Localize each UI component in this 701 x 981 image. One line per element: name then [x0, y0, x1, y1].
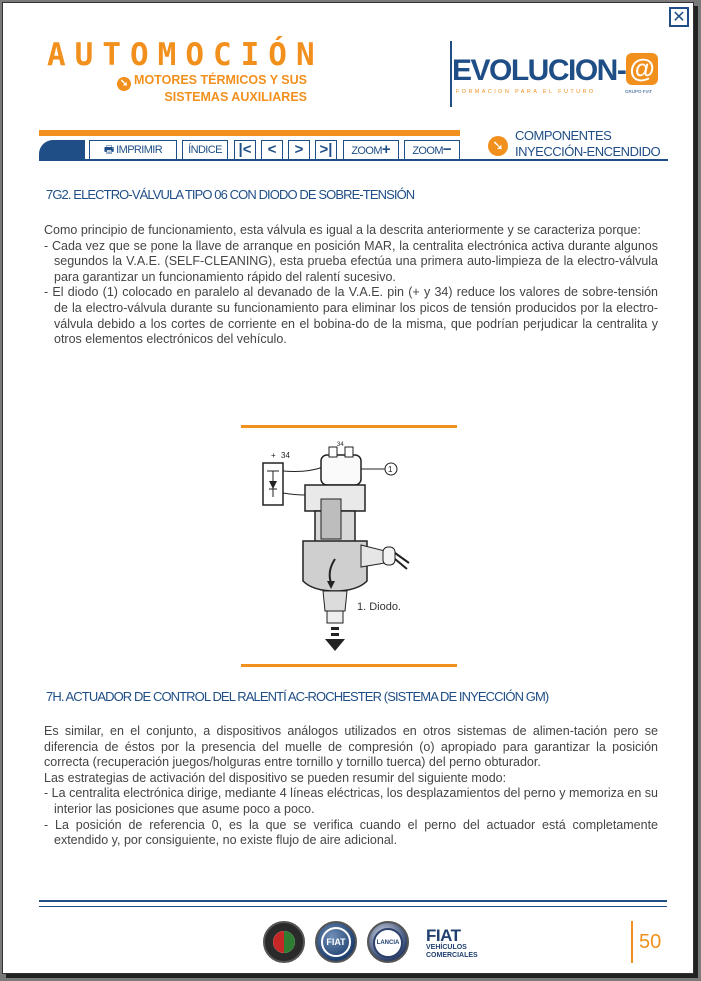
page-number: 50: [639, 931, 662, 953]
section-title: [515, 128, 660, 160]
figure-top-rule: [241, 425, 457, 428]
section-arrow-icon: ➘: [488, 136, 508, 156]
chevron-left-icon: <: [267, 141, 277, 158]
list-item: - La posición de referencia 0, es la que se verifica cuando el perno del actuador está completamente extendido y, por consiguiente, no existe flujo de aire adicional.: [44, 817, 658, 848]
last-page-button[interactable]: [315, 140, 337, 160]
figure-bottom-rule: [241, 664, 457, 667]
section-body-7h: [44, 724, 658, 849]
zoom-in-button[interactable]: [343, 140, 399, 160]
chevron-right-icon: >: [294, 141, 304, 158]
logo-group: GRUPO FIAT: [625, 89, 653, 94]
callout-1-label: 1: [388, 465, 393, 474]
print-button-label: IMPRIMIR: [116, 144, 163, 156]
minus-icon: −: [442, 141, 452, 158]
fiat-vc-line-2: COMERCIALES: [426, 952, 478, 959]
zoom-out-label: ZOOM: [412, 145, 443, 157]
fiat-vehiculos-comerciales-logo: [426, 927, 478, 960]
logo-tagline: FORMACION PARA EL FUTURO: [456, 89, 596, 95]
valve-diagram: [257, 441, 427, 655]
lancia-logo-icon: LANCIA: [367, 921, 409, 963]
plus-icon: +: [381, 141, 391, 158]
paragraph: Las estrategias de activación del dispositivo se pueden resumir del siguiente modo:: [44, 770, 507, 785]
document-page: [2, 2, 694, 974]
brand-subtitle-line-2: SISTEMAS AUXILIARES: [164, 90, 307, 104]
evolucion-logo: EVOLUCION-: [452, 54, 626, 87]
plus-label: +: [271, 451, 276, 460]
footer-rule-thin: [39, 906, 667, 907]
nav-accent-bar: [39, 130, 460, 136]
list-item: - La centralita electrónica dirige, mediante 4 líneas eléctricas, los desplazamientos del perno y memoriza en su interior las posiciones que asume poco a poco.: [44, 786, 658, 816]
zoom-in-label: ZOOM: [351, 145, 382, 157]
previous-page-button[interactable]: [261, 140, 283, 160]
section-heading-7h: 7H. ACTUADOR DE CONTROL DEL RALENTÍ AC-ROCHESTER (SISTEMA DE INYECCIÓN GM): [46, 689, 549, 704]
first-page-icon: |<: [238, 141, 252, 158]
list-item: - Cada vez que se pone la llave de arranque en posición MAR, la centralita electrónica activa durante algunos segundos la V.A.E. (SELF-CLEANING), esta prueba efectúa una primera auto-limpieza de la electro-válvula para garantizar un funcionamiento rápido del ralentí sucesivo.: [44, 238, 658, 284]
index-button[interactable]: ÍNDICE: [182, 140, 228, 160]
arrow-circle-icon: ➘: [117, 77, 131, 91]
pin-34-top-label: 34: [337, 442, 344, 448]
pin-34-label: 34: [281, 451, 290, 460]
printer-icon: 🖶: [103, 144, 114, 156]
section-body-7g2: [44, 223, 658, 348]
fiat-logo-icon: FIAT: [315, 921, 357, 963]
alfa-romeo-logo-icon: [263, 921, 305, 963]
paragraph: Es similar, en el conjunto, a dispositivos análogos utilizados en otros sistemas de alimen-tación pero se diferencia de éstos por la presencia del muelle de compresión (o) apropiado para garantizar la posición correcta (recuperación juegos/holguras entre tornillo y tornillo tuerca) del perno obturador.: [44, 724, 658, 770]
section-title-line-2: INYECCIÓN-ENCENDIDO: [515, 144, 661, 159]
fiat-vc-title: FIAT: [426, 926, 461, 945]
section-title-line-1: COMPONENTES: [515, 128, 612, 143]
list-item: - El diodo (1) colocado en paralelo al devanado de la V.A.E. pin (+ y 34) reduce los valores de sobre-tensión de la electro-válvula durante su funcionamiento para eliminar los picos de tensión producidos por la electro-válvula debido a los cortes de corriente en el bobina-do de la misma, que podrían perjudicar la centralita y otros elementos electrónicos del vehículo.: [44, 285, 658, 347]
close-icon[interactable]: ✕: [669, 7, 689, 27]
brand-title: AUTOMOCIÓN: [47, 37, 324, 73]
brand-subtitle: [107, 74, 307, 104]
section-heading-7g2: 7G2. ELECTRO-VÁLVULA TIPO 06 CON DIODO DE SOBRE-TENSIÓN: [46, 187, 415, 202]
figure-caption: 1. Diodo.: [357, 601, 402, 613]
page-number-divider: [631, 921, 633, 963]
footer-rule: [39, 900, 667, 902]
at-logo-icon: @: [626, 53, 658, 85]
brand-subtitle-line-1: MOTORES TÉRMICOS Y SUS: [134, 73, 307, 87]
print-button[interactable]: [89, 140, 177, 160]
fiat-vc-line-1: VEHÍCULOS: [426, 944, 467, 951]
nav-tab-shape: [39, 140, 85, 160]
next-page-button[interactable]: [288, 140, 310, 160]
paragraph: Como principio de funcionamiento, esta válvula es igual a la descrita anteriormente y se caracteriza porque:: [44, 223, 641, 237]
zoom-out-button[interactable]: [404, 140, 460, 160]
first-page-button[interactable]: [234, 140, 256, 160]
last-page-icon: >|: [319, 141, 333, 158]
